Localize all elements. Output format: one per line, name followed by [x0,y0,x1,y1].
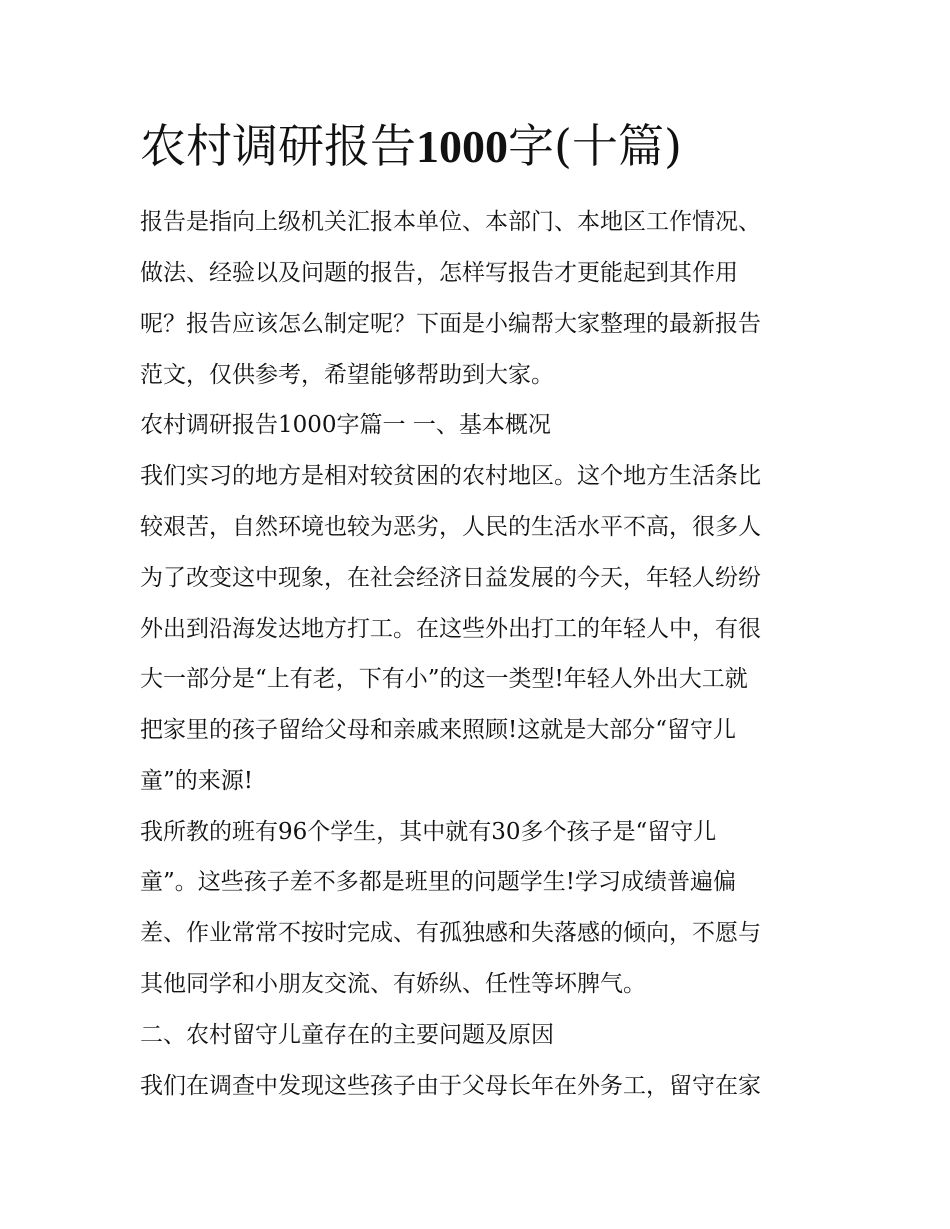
body-line: 差、作业常常不按时完成、有孤独感和失落感的倾向，不愿与 [140,920,761,946]
body-line: 做法、经验以及问题的报告，怎样写报告才更能起到其作用 [140,260,738,286]
body-line: 报告是指向上级机关汇报本单位、本部门、本地区工作情况、 [140,209,761,235]
body-line: 我们实习的地方是相对较贫困的农村地区。这个地方生活条比 [140,463,761,489]
body-line: 童”的来源! [140,768,254,794]
body-line: 其他同学和小朋友交流、有娇纵、任性等坏脾气。 [140,971,646,997]
title-number: 1000 [416,121,508,172]
document-title [140,114,840,179]
body-line: 为了改变这中现象，在社会经济日益发展的今天，年轻人纷纷 [140,565,761,591]
title-prefix: 农村调研报告 [140,119,416,173]
body-line: 外出到沿海发达地方打工。在这些外出打工的年轻人中，有很 [140,616,761,642]
body-line: 把家里的孩子留给父母和亲戚来照顾!这就是大部分“留守儿 [140,717,737,743]
body-line: 较艰苦，自然环境也较为恶劣，人民的生活水平不高，很多人 [140,514,761,540]
body-line: 童”。这些孩子差不多都是班里的问题学生!学习成绩普遍偏 [140,869,737,895]
body-line: 我们在调查中发现这些孩子由于父母长年在外务工，留守在家 [140,1073,761,1099]
body-line: 我所教的班有96个学生，其中就有30多个孩子是“留守儿 [140,819,717,845]
section-heading: 农村调研报告1000字篇一 一、基本概况 [140,412,551,438]
title-suffix: 字(十篇) [508,119,682,173]
section-heading: 二、农村留守儿童存在的主要问题及原因 [140,1022,554,1048]
body-line: 大一部分是“上有老，下有小”的这一类型!年轻人外出大工就 [140,666,748,692]
body-line: 范文，仅供参考，希望能够帮助到大家。 [140,362,554,388]
body-line: 呢？报告应该怎么制定呢？下面是小编帮大家整理的最新报告 [140,311,761,337]
